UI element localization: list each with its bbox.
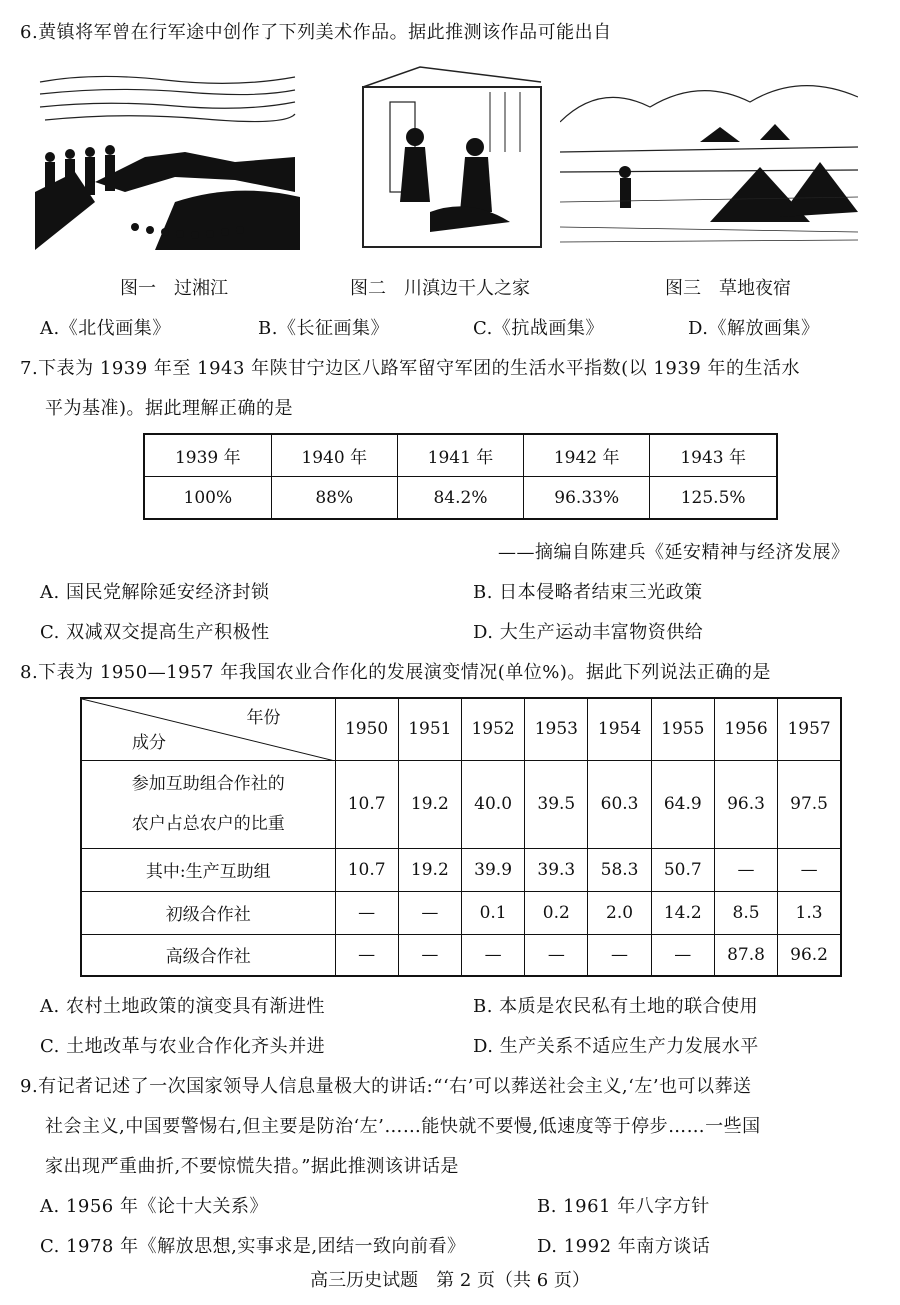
table-cell: 19.2	[398, 760, 461, 848]
year-header: 1951	[398, 698, 461, 760]
table-cell: 39.5	[525, 760, 588, 848]
year-header: 1957	[778, 698, 841, 760]
table-row	[81, 891, 841, 934]
table-cell: —	[588, 934, 651, 976]
row-label-line-2: 农户占总农户的比重	[131, 814, 285, 834]
row-label: 高级合作社	[81, 934, 335, 976]
q8-stem: 8.下表为 1950—1957 年我国农业合作化的发展演变情况(单位%)。据此下列说法正确的是	[20, 662, 771, 683]
table-cell: —	[714, 848, 777, 891]
header-year-label: 年份	[246, 708, 281, 729]
table-cell: 96.2	[778, 934, 841, 976]
q6-option-d[interactable]: D.《解放画集》	[688, 318, 820, 339]
q9-stem-line-1: 9.有记者记述了一次国家领导人信息量极大的讲话:“‘右’可以葬送社会主义,‘左’也可以葬送	[20, 1076, 752, 1097]
q7-source: ——摘编自陈建兵《延安精神与经济发展》	[498, 542, 850, 563]
q6-stem: 6.黄镇将军曾在行军途中创作了下列美术作品。据此推测该作品可能出自	[20, 22, 612, 43]
table-cell: 39.9	[461, 848, 524, 891]
figure-grassland-night	[560, 62, 858, 250]
table-cell: 96.33%	[524, 477, 650, 520]
table-cell: —	[651, 934, 714, 976]
figure-crossing-xiang-river	[35, 62, 300, 250]
caption-figure-2: 图二 川滇边干人之家	[350, 278, 530, 299]
year-header: 1953	[525, 698, 588, 760]
table-cell: 58.3	[588, 848, 651, 891]
table-cell: 0.1	[461, 891, 524, 934]
table-cell: 96.3	[714, 760, 777, 848]
table-row	[144, 477, 777, 520]
table-cell: 125.5%	[650, 477, 777, 520]
year-header: 1955	[651, 698, 714, 760]
table-cell: 10.7	[335, 760, 398, 848]
q9-option-a[interactable]: A. 1956 年《论十大关系》	[40, 1196, 268, 1217]
table-cell: 0.2	[525, 891, 588, 934]
q9-stem-line-2: 社会主义,中国要警惕右,但主要是防治‘左’……能快就不要慢,低速度等于停步……一些国	[45, 1116, 761, 1137]
table-cell: —	[461, 934, 524, 976]
year-header: 1954	[588, 698, 651, 760]
caption-figure-3: 图三 草地夜宿	[665, 278, 791, 299]
header-cell: 1942 年	[524, 434, 650, 477]
q6-option-b[interactable]: B.《长征画集》	[258, 318, 389, 339]
q9-option-d[interactable]: D. 1992 年南方谈话	[537, 1236, 711, 1257]
q9-option-c[interactable]: C. 1978 年《解放思想,实事求是,团结一致向前看》	[40, 1236, 466, 1257]
table-cell: 84.2%	[397, 477, 523, 520]
table-cell: 87.8	[714, 934, 777, 976]
table-header-row	[81, 698, 841, 760]
q8-option-d[interactable]: D. 生产关系不适应生产力发展水平	[473, 1036, 759, 1057]
row-label: 初级合作社	[81, 891, 335, 934]
q9-stem-line-3: 家出现严重曲折,不要惊慌失措。”据此推测该讲话是	[45, 1156, 459, 1177]
table-cell: 39.3	[525, 848, 588, 891]
q8-option-b[interactable]: B. 本质是农民私有土地的联合使用	[473, 996, 759, 1017]
figure-household-chuan-dian	[360, 62, 545, 250]
table-cell: —	[398, 891, 461, 934]
table-cell: 14.2	[651, 891, 714, 934]
row-label	[81, 760, 335, 848]
q7-option-c[interactable]: C. 双减双交提高生产积极性	[40, 622, 270, 643]
table-row	[81, 934, 841, 976]
row-label-line-1: 参加互助组合作社的	[131, 774, 285, 794]
table-cell: 100%	[144, 477, 271, 520]
table-cell: 40.0	[461, 760, 524, 848]
header-cell: 1939 年	[144, 434, 271, 477]
table-cell: 8.5	[714, 891, 777, 934]
table-row	[81, 760, 841, 848]
table-cell: 10.7	[335, 848, 398, 891]
table-header-row	[144, 434, 777, 477]
q6-option-c[interactable]: C.《抗战画集》	[473, 318, 604, 339]
year-header: 1950	[335, 698, 398, 760]
q8-option-a[interactable]: A. 农村土地政策的演变具有渐进性	[40, 996, 325, 1017]
table-cell: 2.0	[588, 891, 651, 934]
woodcut-illustration-3	[560, 62, 858, 250]
diagonal-header-cell	[81, 698, 335, 760]
table-cell: 50.7	[651, 848, 714, 891]
q8-cooperative-table	[80, 697, 842, 977]
year-header: 1956	[714, 698, 777, 760]
diagonal-line	[82, 699, 335, 761]
q7-stem-line-2: 平为基准)。据此理解正确的是	[45, 398, 294, 419]
table-cell: 60.3	[588, 760, 651, 848]
q9-option-b[interactable]: B. 1961 年八字方针	[537, 1196, 710, 1217]
table-cell: 88%	[271, 477, 397, 520]
woodcut-illustration-1	[35, 62, 300, 250]
header-cell: 1941 年	[397, 434, 523, 477]
table-cell: 97.5	[778, 760, 841, 848]
table-row	[81, 848, 841, 891]
caption-figure-1: 图一 过湘江	[120, 278, 228, 299]
q7-stem-line-1: 7.下表为 1939 年至 1943 年陕甘宁边区八路军留守军团的生活水平指数(以 1939 年的生活水	[20, 358, 800, 379]
woodcut-illustration-2	[360, 62, 545, 250]
header-component-label: 成分	[132, 733, 166, 754]
header-cell: 1940 年	[271, 434, 397, 477]
q7-option-a[interactable]: A. 国民党解除延安经济封锁	[40, 582, 270, 603]
q6-option-a[interactable]: A.《北伐画集》	[40, 318, 171, 339]
row-label: 其中:生产互助组	[81, 848, 335, 891]
year-header: 1952	[461, 698, 524, 760]
table-cell: —	[335, 934, 398, 976]
table-cell: 19.2	[398, 848, 461, 891]
table-cell: —	[525, 934, 588, 976]
table-cell: 1.3	[778, 891, 841, 934]
header-cell: 1943 年	[650, 434, 777, 477]
table-cell: —	[778, 848, 841, 891]
table-cell: 64.9	[651, 760, 714, 848]
table-cell: —	[335, 891, 398, 934]
q7-option-b[interactable]: B. 日本侵略者结束三光政策	[473, 582, 703, 603]
table-cell: —	[398, 934, 461, 976]
q7-living-standard-table	[143, 433, 778, 520]
q7-option-d[interactable]: D. 大生产运动丰富物资供给	[473, 622, 704, 643]
page-footer: 高三历史试题 第 2 页（共 6 页）	[310, 1270, 590, 1291]
q8-option-c[interactable]: C. 土地改革与农业合作化齐头并进	[40, 1036, 326, 1057]
